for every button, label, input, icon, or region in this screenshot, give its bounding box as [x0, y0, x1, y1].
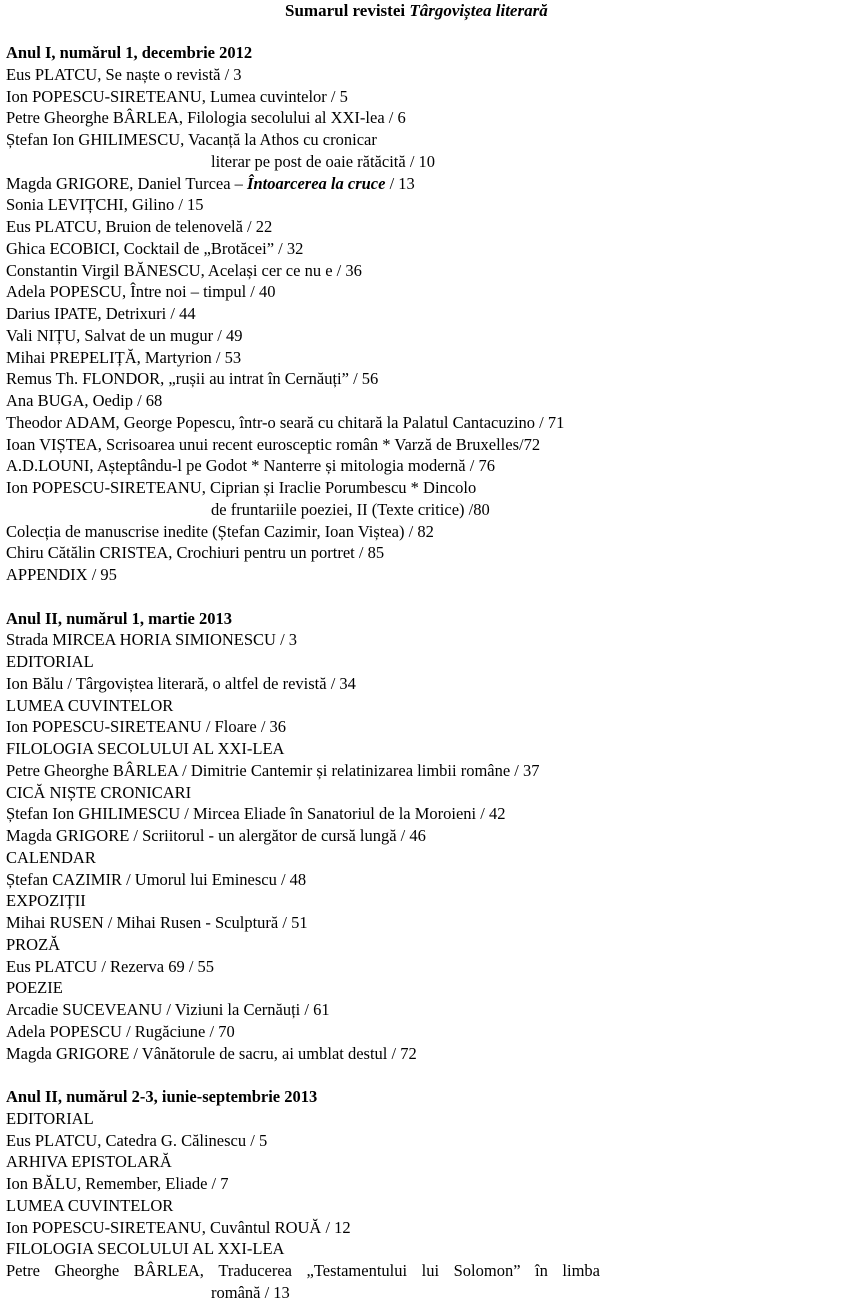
- toc-word: „Testamentului: [306, 1261, 408, 1280]
- toc-line: Ioan VIȘTEA, Scrisoarea unui recent eurosceptic român * Varză de Bruxelles/72: [6, 434, 541, 454]
- toc-line: Ana BUGA, Oedip / 68: [6, 391, 163, 410]
- toc-line: Ștefan Ion GHILIMESCU / Mircea Eliade în Sanatoriul de la Moroieni / 42: [6, 804, 506, 824]
- toc-continuation: română / 13: [211, 1282, 290, 1302]
- toc-line: EDITORIAL: [6, 1108, 94, 1128]
- toc-continuation: literar pe post de oaie rătăcită / 10: [211, 151, 436, 171]
- toc-line: Adela POPESCU / Rugăciune / 70: [6, 1021, 235, 1041]
- toc-line: ARHIVA EPISTOLARĂ: [6, 1152, 172, 1172]
- toc-line: Darius IPATE, Detrixuri / 44: [6, 304, 196, 323]
- issue-entries: [6, 194, 844, 499]
- toc-line: EXPOZIȚII: [6, 891, 86, 911]
- toc-line: FILOLOGIA SECOLULUI AL XXI-LEA: [6, 739, 285, 758]
- toc-line: Mihai PREPELIȚĂ, Martyrion / 53: [6, 347, 242, 367]
- toc-continuation: de fruntariile poeziei, II (Texte critice) /80: [211, 499, 490, 519]
- toc-line: Vali NIȚU, Salvat de un mugur / 49: [6, 325, 243, 345]
- toc-entry-title: Întoarcerea la cruce: [247, 173, 386, 193]
- issue-heading: Anul II, numărul 1, martie 2013: [6, 608, 232, 628]
- toc-line: Ion POPESCU-SIRETEANU, Lumea cuvintelor / 5: [6, 86, 348, 106]
- toc-line: Eus PLATCU / Rezerva 69 / 55: [6, 956, 215, 976]
- toc-word: în: [535, 1261, 548, 1280]
- toc-line: Eus PLATCU, Se naște o revistă / 3: [6, 64, 242, 84]
- toc-line: Eus PLATCU, Bruion de telenovelă / 22: [6, 217, 273, 236]
- toc-word: Traducerea: [218, 1261, 292, 1280]
- issue-entries: [6, 1108, 844, 1260]
- toc-line: LUMEA CUVINTELOR: [6, 1195, 174, 1215]
- toc-line: Ion POPESCU-SIRETEANU / Floare / 36: [6, 717, 287, 737]
- toc-line: Ghica ECOBICI, Cocktail de „Brotăcei” / 32: [6, 238, 304, 258]
- toc-line: Adela POPESCU, Între noi – timpul / 40: [6, 282, 276, 302]
- toc-line: Eus PLATCU, Catedra G. Călinescu / 5: [6, 1130, 268, 1150]
- table-of-contents: [6, 42, 844, 1304]
- toc-line: Ion BĂLU, Remember, Eliade / 7: [6, 1174, 229, 1193]
- issue-entries: [6, 629, 844, 1064]
- toc-line: LUMEA CUVINTELOR: [6, 695, 174, 715]
- toc-entry: [6, 173, 844, 195]
- toc-line: EDITORIAL: [6, 652, 94, 671]
- issue-entries: [6, 64, 844, 151]
- toc-entry-justified: [6, 1260, 600, 1282]
- section-spacer: [6, 586, 844, 608]
- issue-heading: Anul II, numărul 2-3, iunie-septembrie 2013: [6, 1087, 318, 1106]
- toc-line: Arcadie SUCEVEANU / Viziuni la Cernăuți / 61: [6, 1000, 330, 1019]
- toc-entry-text: Magda GRIGORE, Daniel Turcea –: [6, 173, 248, 193]
- toc-line: POEZIE: [6, 978, 63, 998]
- toc-line: Strada MIRCEA HORIA SIMIONESCU / 3: [6, 630, 298, 650]
- issue-entries: [6, 521, 844, 586]
- toc-line: Sonia LEVIȚCHI, Gilino / 15: [6, 195, 204, 215]
- toc-line: Ion Bălu / Târgoviștea literară, o altfel de revistă / 34: [6, 673, 356, 693]
- toc-line: CICĂ NIȘTE CRONICARI: [6, 782, 192, 802]
- toc-word: Solomon”: [453, 1261, 521, 1280]
- page-title: [285, 0, 548, 21]
- toc-word: limba: [562, 1261, 600, 1280]
- title-plain: Sumarul revistei: [285, 1, 410, 20]
- toc-word: Petre: [6, 1261, 40, 1280]
- toc-line: Chiru Cătălin CRISTEA, Crochiuri pentru un portret / 85: [6, 543, 385, 563]
- toc-entry-page: / 13: [385, 173, 415, 193]
- toc-line: Constantin Virgil BĂNESCU, Același cer ce nu e / 36: [6, 260, 362, 280]
- toc-line: Magda GRIGORE / Scriitorul - un alergător de cursă lungă / 46: [6, 826, 426, 845]
- toc-line: Remus Th. FLONDOR, „rușii au intrat în Cernăuți” / 56: [6, 369, 379, 389]
- section-spacer: [6, 1064, 844, 1086]
- toc-line: APPENDIX / 95: [6, 565, 117, 584]
- toc-line: Ștefan Ion GHILIMESCU, Vacanță la Athos cu cronicar: [6, 130, 377, 149]
- issue-heading: Anul I, numărul 1, decembrie 2012: [6, 43, 253, 62]
- toc-word: Gheorghe: [54, 1261, 120, 1280]
- toc-word: BÂRLEA,: [133, 1261, 204, 1280]
- toc-line: A.D.LOUNI, Așteptându-l pe Godot * Nanterre și mitologia modernă / 76: [6, 456, 495, 476]
- toc-line: Petre Gheorghe BÂRLEA / Dimitrie Cantemir și relatinizarea limbii române / 37: [6, 760, 540, 780]
- title-italic: Târgoviștea literară: [409, 1, 548, 20]
- toc-line: Mihai RUSEN / Mihai Rusen - Sculptură / 51: [6, 913, 308, 932]
- toc-line: Ion POPESCU-SIRETEANU, Ciprian și Iraclie Porumbescu * Dincolo: [6, 478, 477, 497]
- toc-line: Petre Gheorghe BÂRLEA, Filologia secolului al XXI-lea / 6: [6, 108, 406, 128]
- toc-word: lui: [421, 1261, 440, 1280]
- toc-line: Ștefan CAZIMIR / Umorul lui Eminescu / 48: [6, 869, 307, 889]
- toc-line: Theodor ADAM, George Popescu, într-o seară cu chitară la Palatul Cantacuzino / 71: [6, 412, 565, 432]
- toc-line: CALENDAR: [6, 847, 96, 867]
- toc-line: FILOLOGIA SECOLULUI AL XXI-LEA: [6, 1239, 285, 1259]
- toc-line: Ion POPESCU-SIRETEANU, Cuvântul ROUĂ / 12: [6, 1217, 351, 1237]
- toc-line: Colecția de manuscrise inedite (Ștefan Cazimir, Ioan Viștea) / 82: [6, 521, 434, 541]
- toc-line: Magda GRIGORE / Vânătorule de sacru, ai umblat destul / 72: [6, 1043, 417, 1063]
- toc-line: PROZĂ: [6, 934, 61, 954]
